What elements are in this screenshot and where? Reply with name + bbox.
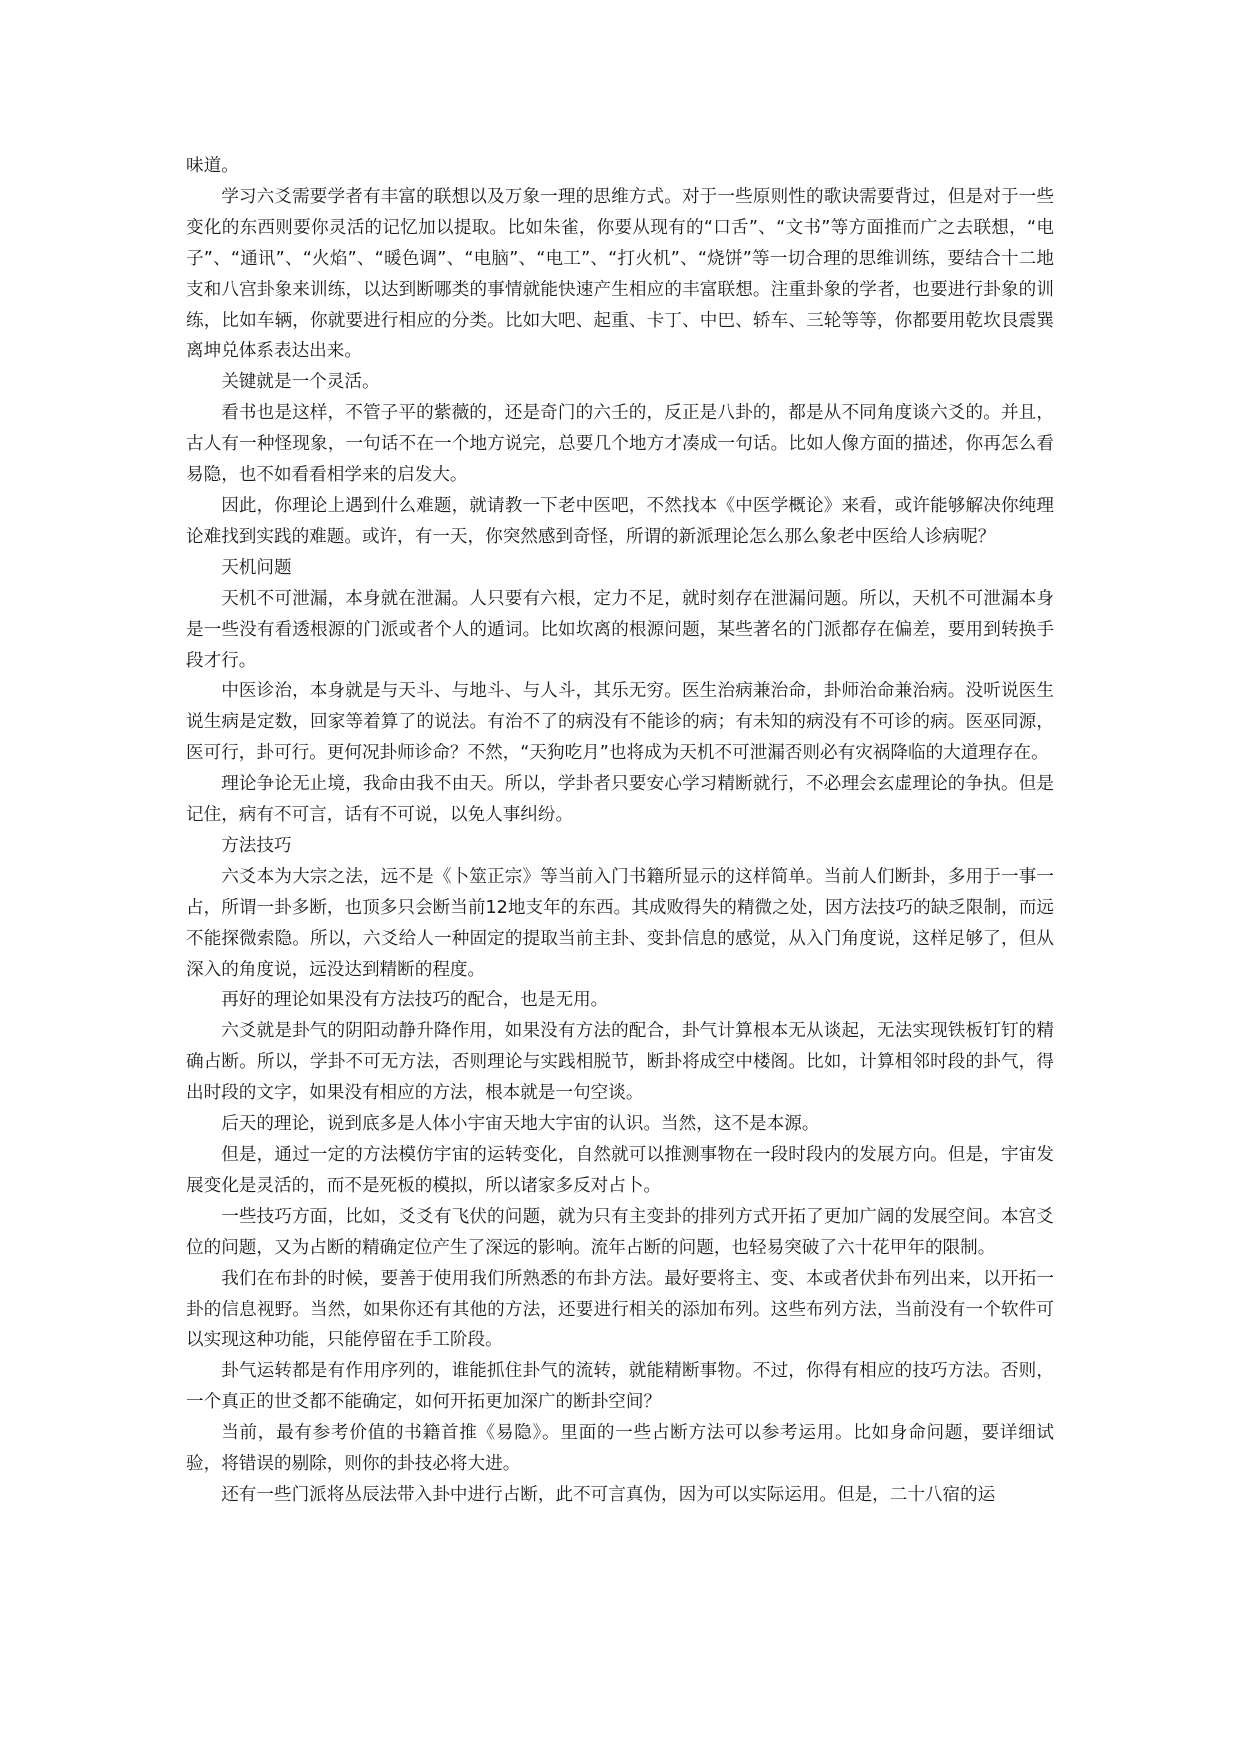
- paragraph: 六爻本为大宗之法，远不是《卜筮正宗》等当前入门书籍所显示的这样简单。当前人们断卦，多用于一事一占，所谓一卦多断，也顶多只会断当前12地支年的东西。其成败得失的精微之处，因方法技巧的缺乏限制，而远不能探微索隐。所以，六爻给人一种固定的提取当前主卦、变卦信息的感觉，从入门角度说，这样足够了，但从深入的角度说，远没达到精断的程度。: [186, 866, 1054, 980]
- paragraph: 当前，最有参考价值的书籍首推《易隐》。里面的一些占断方法可以参考运用。比如身命问题，要详细试验，将错误的剔除，则你的卦技必将大进。: [186, 1423, 1054, 1475]
- paragraph: 卦气运转都是有作用序列的，谁能抓住卦气的流转，就能精断事物。不过，你得有相应的技巧方法。否则，一个真正的世爻都不能确定，如何开拓更加深广的断卦空间？: [186, 1361, 1054, 1413]
- paragraph: 再好的理论如果没有方法技巧的配合，也是无用。: [221, 990, 609, 1011]
- section-heading-tianji: 天机问题: [221, 557, 292, 578]
- paragraph: 学习六爻需要学者有丰富的联想以及万象一理的思维方式。对于一些原则性的歌诀需要背过，但是对于一些变化的东西则要你灵活的记忆加以提取。比如朱雀，你要从现有的“口舌”、“文书”等方面推而广之去联想，“电子”、“通讯”、“火焰”、“暖色调”、“电脑”、“电工”、“打火机”、“烧饼”等一切合理的思维训练，要结合十二地支和八宫卦象来训练，以达到断哪类的事情就能快速产生相应的丰富联想。注重卦象的学者，也要进行卦象的训练，比如车辆，你就要进行相应的分类。比如大吧、起重、卡丁、中巴、轿车、三轮等等，你都要用乾坎艮震巽离坤兑体系表达出来。: [186, 186, 1054, 362]
- paragraph: 一些技巧方面，比如，爻爻有飞伏的问题，就为只有主变卦的排列方式开拓了更加广阔的发展空间。本宫爻位的问题，又为占断的精确定位产生了深远的影响。流年占断的问题，也轻易突破了六十花甲年的限制。: [186, 1206, 1054, 1258]
- paragraph: 因此，你理论上遇到什么难题，就请教一下老中医吧，不然找本《中医学概论》来看，或许能够解决你纯理论难找到实践的难题。或许，有一天，你突然感到奇怪，所谓的新派理论怎么那么象老中医给人诊病呢？: [186, 495, 1054, 547]
- paragraph-truncated: 还有一些门派将丛辰法带入卦中进行占断，此不可言真伪，因为可以实际运用。但是，二十八宿的运: [221, 1484, 996, 1505]
- section-heading-fangfa: 方法技巧: [221, 835, 292, 856]
- paragraph: 我们在布卦的时候，要善于使用我们所熟悉的布卦方法。最好要将主、变、本或者伏卦布列出来，以开拓一卦的信息视野。当然，如果你还有其他的方法，还要进行相关的添加布列。这些布列方法，当前没有一个软件可以实现这种功能，只能停留在手工阶段。: [186, 1268, 1054, 1351]
- paragraph-continuation: 味道。: [186, 156, 239, 176]
- document-page: [186, 151, 1054, 1511]
- paragraph: 关键就是一个灵活。: [221, 372, 380, 393]
- paragraph: 但是，通过一定的方法模仿宇宙的运转变化，自然就可以推测事物在一段时段内的发展方向。但是，宇宙发展变化是灵活的，而不是死板的模拟，所以诸家多反对占卜。: [186, 1145, 1054, 1196]
- paragraph: 六爻就是卦气的阴阳动静升降作用，如果没有方法的配合，卦气计算根本无从谈起，无法实现铁板钉钉的精确占断。所以，学卦不可无方法，否则理论与实践相脱节，断卦将成空中楼阁。比如，计算相邻时段的卦气，得出时段的文字，如果没有相应的方法，根本就是一句空谈。: [186, 1021, 1054, 1104]
- paragraph: 看书也是这样，不管子平的紫薇的，还是奇门的六壬的，反正是八卦的，都是从不同角度谈六爻的。并且，古人有一种怪现象，一句话不在一个地方说完，总要几个地方才凑成一句话。比如人像方面的描述，你再怎么看易隐，也不如看看相学来的启发大。: [186, 403, 1054, 486]
- paragraph: 后天的理论，说到底多是人体小宇宙天地大宇宙的认识。当然，这不是本源。: [221, 1114, 820, 1135]
- paragraph: 天机不可泄漏，本身就在泄漏。人只要有六根，定力不足，就时刻存在泄漏问题。所以，天机不可泄漏本身是一些没有看透根源的门派或者个人的遁词。比如坎离的根源问题，某些著名的门派都存在偏差，要用到转换手段才行。: [186, 588, 1054, 671]
- paragraph: 中医诊治，本身就是与天斗、与地斗、与人斗，其乐无穷。医生治病兼治命，卦师治命兼治病。没听说医生说生病是定数，回家等着算了的说法。有治不了的病没有不能诊的病；有未知的病没有不可诊的病。医巫同源，医可行，卦可行。更何况卦师诊命？不然，“天狗吃月”也将成为天机不可泄漏否则必有灾祸降临的大道理存在。: [186, 681, 1054, 764]
- paragraph: 理论争论无止境，我命由我不由天。所以，学卦者只要安心学习精断就行，不必理会玄虚理论的争执。但是记住，病有不可言，话有不可说，以免人事纠纷。: [186, 774, 1054, 826]
